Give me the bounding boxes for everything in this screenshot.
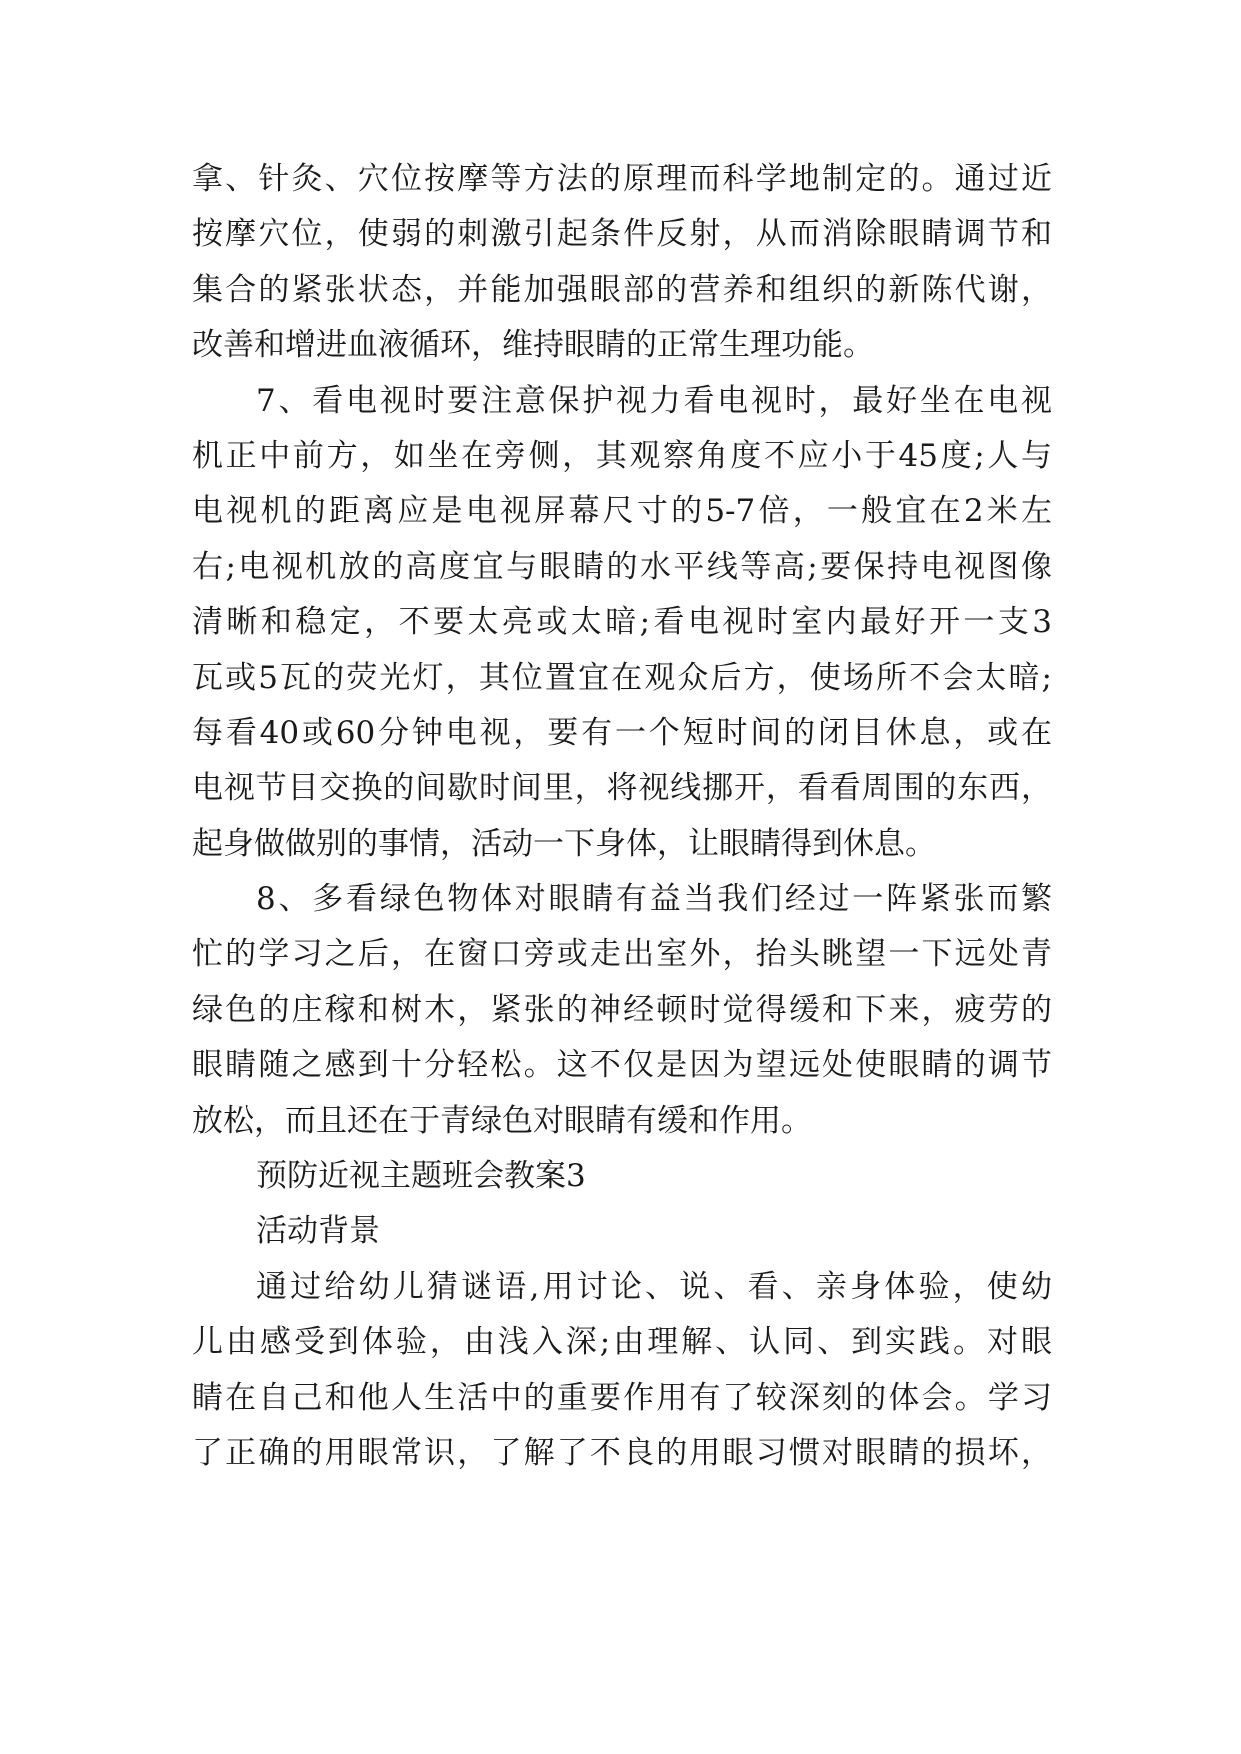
text-line: 7、看电视时要注意保护视力看电视时，最好坐在电视 [256,382,1052,419]
text-line: 右;电视机放的高度宜与眼睛的水平线等高;要保持电视图像 [192,548,1052,585]
text-line: 瓦或5瓦的荧光灯，其位置宜在观众后方，使场所不会太暗; [192,659,1052,696]
text-line: 通过给幼儿猜谜语,用讨论、说、看、亲身体验，使幼 [256,1268,1052,1305]
text-line: 改善和增进血液循环，维持眼睛的正常生理功能。 [192,327,874,364]
text-line: 集合的紧张状态，并能加强眼部的营养和组织的新陈代谢， [192,271,1052,308]
text-line: 了正确的用眼常识，了解了不良的用眼习惯对眼睛的损坏， [192,1434,1052,1471]
text-line: 按摩穴位，使弱的刺激引起条件反射，从而消除眼睛调节和 [192,216,1052,253]
text-line: 绿色的庄稼和树木，紧张的神经顿时觉得缓和下来，疲劳的 [192,991,1052,1028]
text-line: 8、多看绿色物体对眼睛有益当我们经过一阵紧张而繁 [256,881,1052,918]
text-line: 睛在自己和他人生活中的重要作用有了较深刻的体会。学习 [192,1379,1052,1416]
text-line: 放松，而且还在于青绿色对眼睛有缓和作用。 [192,1102,812,1139]
text-line: 机正中前方，如坐在旁侧，其观察角度不应小于45度;人与 [192,437,1052,474]
text-line: 电视节目交换的间歇时间里，将视线挪开，看看周围的东西， [192,770,1052,807]
text-line: 电视机的距离应是电视屏幕尺寸的5-7倍，一般宜在2米左 [192,493,1052,530]
text-line: 每看40或60分钟电视，要有一个短时间的闭目休息，或在 [192,714,1052,751]
text-line: 眼睛随之感到十分轻松。这不仅是因为望远处使眼睛的调节 [192,1047,1052,1084]
text-line: 起身做做别的事情，活动一下身体，让眼睛得到休息。 [192,825,936,862]
text-line: 拿、针灸、穴位按摩等方法的原理而科学地制定的。通过近 [192,161,1052,197]
section-title: 预防近视主题班会教案3 [256,1158,586,1195]
text-line: 儿由感受到体验，由浅入深;由理解、认同、到实践。对眼 [192,1324,1052,1361]
text-line: 清晰和稳定，不要太亮或太暗;看电视时室内最好开一支3 [192,604,1052,641]
text-line: 忙的学习之后，在窗口旁或走出室外，抬头眺望一下远处青 [192,936,1052,973]
section-subtitle: 活动背景 [256,1213,380,1250]
document-body [192,152,1052,1481]
